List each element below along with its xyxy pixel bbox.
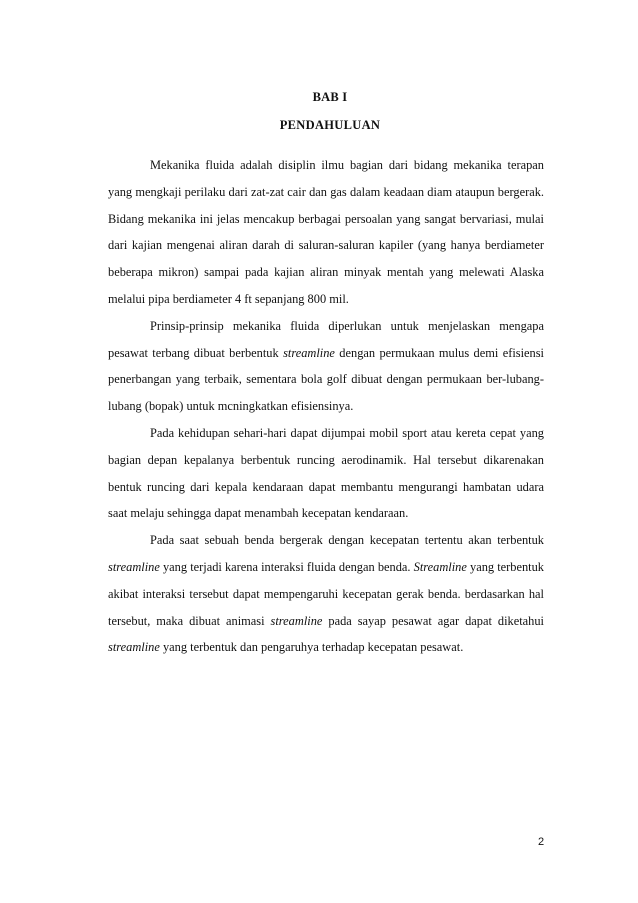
paragraph-3 (108, 420, 544, 527)
paragraph-text: pada sayap pesawat agar dapat diketahui (322, 613, 544, 628)
paragraph-2 (108, 313, 544, 420)
paragraph-text: yang terbentuk dan pengaruhya terhadap kecepatan pesawat. (159, 640, 464, 655)
paragraph-1 (108, 152, 544, 313)
paragraph-text: yang terbentuk akibat interaksi tersebut dapat mempengaruhi kecepatan gerak benda. berdasarkan hal tersebut, maka dibuat animasi (108, 559, 545, 628)
paragraph-text: yang terjadi karena interaksi fluida dengan benda. (159, 559, 414, 574)
paragraph-text: dengan permukaan mulus demi efisiensi penerbangan yang terbaik, sementara bola golf dibuat dengan permukaan ber-lubang-lubang (bopak) untuk mcningkatkan efisiensinya. (108, 345, 544, 414)
body-text (108, 152, 544, 661)
italic-term: streamline (108, 559, 160, 574)
chapter-title: PENDAHULUAN (279, 118, 381, 132)
paragraph-text: Prinsip-prinsip mekanika fluida diperlukan untuk menjelaskan mengapa pesawat terbang dibuat berbentuk (108, 318, 544, 360)
chapter-number: BAB I (312, 90, 348, 104)
page-number: 2 (538, 836, 545, 848)
italic-term: Streamline (413, 559, 467, 574)
paragraph-text: Mekanika fluida adalah disiplin ilmu bagian dari bidang mekanika terapan yang mengkaji perilaku dari zat-zat cair dan gas dalam keadaan diam ataupun bergerak. Bidang mekanika ini jelas mencakup berbagai persoalan yang sangat bervariasi, mulai dari kajian mengenai aliran darah di saluran-saluran kapiler (yang hanya berdiameter beberapa mikron) sampai pada kajian aliran minyak mentah yang melewati Alaska melalui pipa berdiameter 4 ft sepanjang 800 mil. (108, 158, 544, 306)
italic-term: streamline (108, 640, 160, 655)
paragraph-text: Pada saat sebuah benda bergerak dengan kecepatan tertentu akan terbentuk (150, 533, 544, 548)
italic-term: streamline (270, 613, 323, 628)
paragraph-4 (108, 527, 544, 661)
italic-term: streamline (283, 345, 335, 360)
paragraph-text: Pada kehidupan sehari-hari dapat dijumpai mobil sport atau kereta cepat yang bagian depan kepalanya berbentuk runcing aerodinamik. Hal tersebut dikarenakan bentuk runcing dari kepala kendaraan dapat membantu mengurangi hambatan udara saat melaju sehingga dapat menambah kecepatan kendaraan. (108, 425, 544, 521)
